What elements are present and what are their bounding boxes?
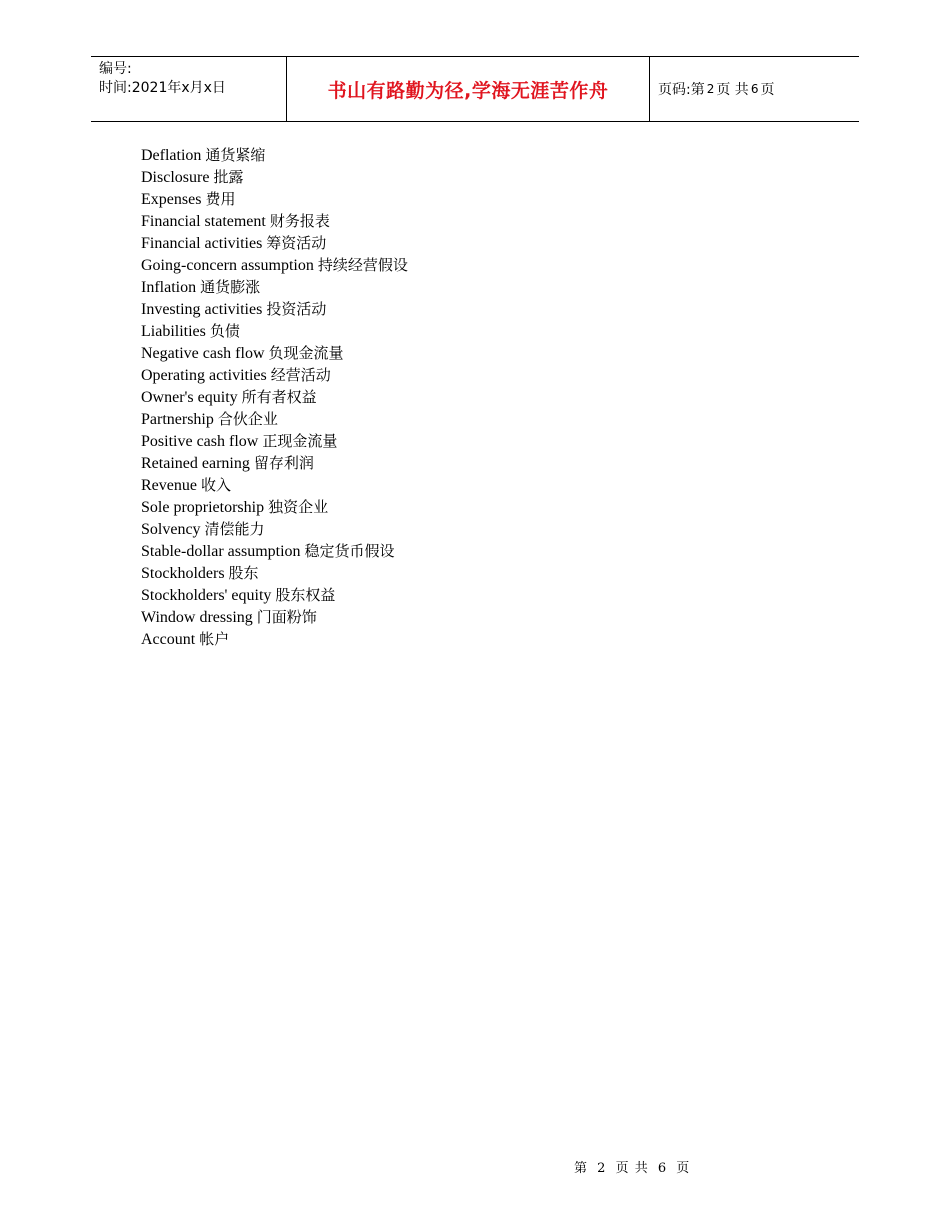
term-chinese: 门面粉饰 — [256, 608, 317, 626]
document-number-label: 编号: — [99, 61, 132, 77]
term-chinese: 股东 — [228, 564, 259, 582]
term-chinese: 批露 — [213, 168, 244, 186]
term-english: Negative cash flow — [141, 345, 265, 362]
header-page-current: 2 — [706, 82, 715, 96]
footer-page-current: 2 — [597, 1161, 607, 1176]
glossary-term — [141, 540, 408, 562]
term-chinese: 留存利润 — [253, 454, 314, 472]
term-english: Owner's equity — [141, 389, 238, 406]
footer-suffix: 页 — [676, 1161, 691, 1176]
term-english: Solvency — [141, 521, 201, 538]
term-chinese: 合伙企业 — [217, 410, 278, 428]
term-english: Retained earning — [141, 455, 250, 472]
term-chinese: 通货膨涨 — [200, 278, 261, 296]
glossary-term — [141, 166, 408, 188]
term-chinese: 所有者权益 — [241, 388, 317, 406]
term-english: Operating activities — [141, 367, 267, 384]
footer-prefix: 第 — [574, 1161, 589, 1176]
page-footer — [574, 1157, 690, 1176]
term-chinese: 帐户 — [199, 630, 230, 648]
term-chinese: 筹资活动 — [266, 234, 327, 252]
header-motto: 书山有路勤为径,学海无涯苦作舟 — [287, 57, 650, 121]
term-english: Partnership — [141, 411, 214, 428]
document-time-label: 时间:2021年x月x日 — [99, 80, 226, 96]
term-english: Financial statement — [141, 213, 266, 230]
term-english: Stockholders' equity — [141, 587, 272, 604]
header-page-suffix: 页 — [760, 82, 775, 98]
glossary-term — [141, 430, 408, 452]
term-chinese: 负债 — [209, 322, 240, 340]
glossary-term — [141, 342, 408, 364]
glossary-term — [141, 474, 408, 496]
term-english: Account — [141, 631, 196, 648]
term-english: Investing activities — [141, 301, 263, 318]
term-english: Financial activities — [141, 235, 263, 252]
term-english: Going-concern assumption — [141, 257, 314, 274]
glossary-term — [141, 408, 408, 430]
glossary-term — [141, 562, 408, 584]
term-english: Expenses — [141, 191, 202, 208]
term-chinese: 正现金流量 — [262, 432, 338, 450]
term-chinese: 投资活动 — [266, 300, 327, 318]
header-page-prefix: 页码:第 — [658, 82, 705, 98]
term-english: Liabilities — [141, 323, 206, 340]
document-header — [91, 56, 859, 122]
header-page-indicator — [650, 57, 859, 121]
glossary-term — [141, 628, 408, 650]
term-chinese: 稳定货币假设 — [304, 542, 395, 560]
term-chinese: 财务报表 — [269, 212, 330, 230]
glossary-term — [141, 452, 408, 474]
glossary-term — [141, 606, 408, 628]
glossary-term — [141, 276, 408, 298]
glossary-term — [141, 518, 408, 540]
glossary-term — [141, 254, 408, 276]
term-english: Revenue — [141, 477, 197, 494]
term-english: Stockholders — [141, 565, 225, 582]
term-chinese: 清偿能力 — [204, 520, 265, 538]
glossary-term-list — [141, 144, 408, 650]
term-english: Deflation — [141, 147, 202, 164]
term-english: Stable-dollar assumption — [141, 543, 301, 560]
term-chinese: 股东权益 — [275, 586, 336, 604]
term-english: Window dressing — [141, 609, 253, 626]
header-page-total: 6 — [750, 82, 759, 96]
footer-page-total: 6 — [657, 1161, 668, 1176]
term-chinese: 独资企业 — [268, 498, 329, 516]
header-page-mid: 页 共 — [716, 82, 749, 98]
term-english: Sole proprietorship — [141, 499, 265, 516]
term-chinese: 费用 — [205, 190, 236, 208]
term-english: Positive cash flow — [141, 433, 259, 450]
glossary-term — [141, 320, 408, 342]
glossary-term — [141, 232, 408, 254]
term-chinese: 经营活动 — [270, 366, 331, 384]
glossary-term — [141, 496, 408, 518]
term-english: Inflation — [141, 279, 197, 296]
glossary-term — [141, 298, 408, 320]
header-meta-cell — [91, 57, 287, 121]
glossary-term — [141, 364, 408, 386]
term-chinese: 收入 — [200, 476, 231, 494]
term-english: Disclosure — [141, 169, 210, 186]
glossary-term — [141, 210, 408, 232]
term-chinese: 负现金流量 — [268, 344, 344, 362]
glossary-term — [141, 584, 408, 606]
term-chinese: 持续经营假设 — [317, 256, 408, 274]
footer-mid: 页 共 — [615, 1161, 649, 1176]
glossary-term — [141, 386, 408, 408]
glossary-term — [141, 144, 408, 166]
glossary-term — [141, 188, 408, 210]
term-chinese: 通货紧缩 — [205, 146, 266, 164]
